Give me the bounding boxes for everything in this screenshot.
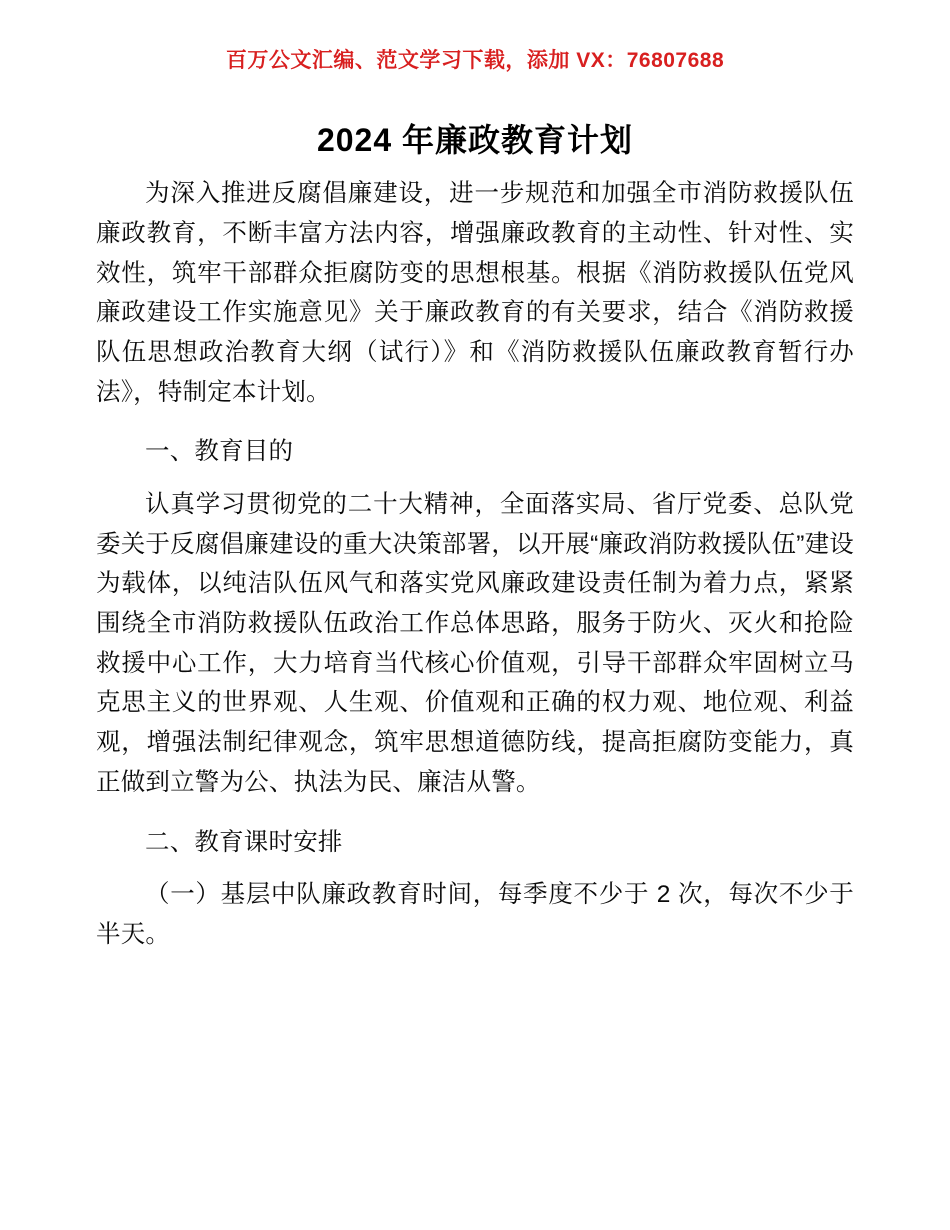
paragraph-intro: 为深入推进反腐倡廉建设，进一步规范和加强全市消防救援队伍廉政教育，不断丰富方法内容，增强廉政教育的主动性、针对性、实效性，筑牢干部群众拒腐防变的思想根基。根据《消防救援队伍党风廉政建设工作实施意见》关于廉政教育的有关要求，结合《消防救援队伍思想政治教育大纲（试行）》和《消防救援队伍廉政教育暂行办法》，特制定本计划。 xyxy=(96,180,854,406)
page-title: 2024 年廉政教育计划 xyxy=(316,122,634,159)
section-heading-2: 二、教育课时安排 xyxy=(145,828,343,856)
section-heading-1: 一、教育目的 xyxy=(145,438,294,466)
paragraph-education-purpose: 认真学习贯彻党的二十大精神，全面落实局、省厅党委、总队党委关于反腐倡廉建设的重大决策部署，以开展“廉政消防救援队伍”建设为载体，以纯洁队伍风气和落实党风廉政建设责任制为着力点，紧紧围绕全市消防救援队伍政治工作总体思路，服务于防火、灭火和抢险救援中心工作，大力培育当代核心价值观，引导干部群众牢固树立马克思主义的世界观、人生观、价值观和正确的权力观、地位观、利益观，增强法制纪律观念，筑牢思想道德防线，提高拒腐防变能力，真正做到立警为公、执法为民、廉洁从警。 xyxy=(96,491,854,796)
paragraph-course-hours: （一）基层中队廉政教育时间，每季度不少于 2 次，每次不少于半天。 xyxy=(96,881,854,948)
watermark-text: 百万公文汇编、范文学习下载，添加 VX：76807688 xyxy=(225,49,725,72)
